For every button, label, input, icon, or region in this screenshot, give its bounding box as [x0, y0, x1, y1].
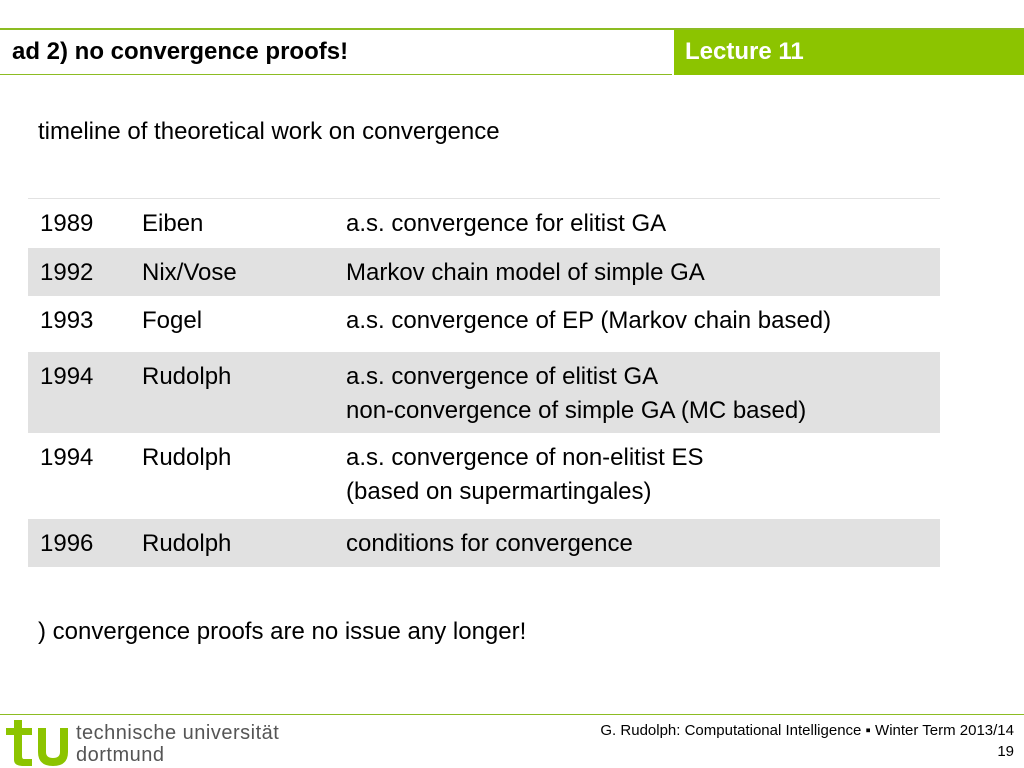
author-cell: Rudolph	[142, 530, 232, 557]
result-cell-line1: a.s. convergence of elitist GA	[346, 363, 659, 390]
conclusion-text: ) convergence proofs are no issue any longer!	[38, 618, 527, 645]
author-cell: Rudolph	[142, 444, 232, 471]
table-row	[28, 296, 940, 352]
footer-credit: G. Rudolph: Computational Intelligence ▪ Winter Term 2013/14	[600, 722, 1014, 739]
lecture-badge	[674, 30, 1024, 75]
author-cell: Nix/Vose	[142, 259, 237, 286]
author-cell: Fogel	[142, 307, 203, 334]
year-cell: 1994	[40, 444, 94, 471]
tu-logo-mark-icon	[4, 718, 70, 766]
footer-rule	[0, 714, 1024, 715]
table-row	[28, 199, 940, 248]
timeline-table	[28, 198, 940, 567]
slide-title: ad 2) no convergence proofs!	[12, 38, 349, 65]
page-number: 19	[997, 743, 1014, 760]
result-cell-line2: (based on supermartingales)	[346, 478, 652, 505]
year-cell: 1996	[40, 530, 94, 557]
table-row	[28, 519, 940, 567]
result-cell: conditions for convergence	[346, 530, 633, 557]
result-cell: a.s. convergence of EP (Markov chain based)	[346, 307, 832, 334]
lecture-label: Lecture 11	[685, 38, 804, 65]
year-cell: 1992	[40, 259, 94, 286]
logo-line2: dortmund	[76, 744, 165, 766]
year-cell: 1993	[40, 307, 94, 334]
section-subtitle: timeline of theoretical work on convergence	[38, 118, 500, 145]
tu-dortmund-logo	[2, 716, 302, 768]
table-row	[28, 433, 940, 519]
table-row	[28, 352, 940, 433]
result-cell-line1: a.s. convergence of non-elitist ES	[346, 444, 704, 471]
table-row	[28, 248, 940, 296]
logo-line1: technische universität	[76, 722, 280, 744]
year-cell: 1994	[40, 363, 94, 390]
author-cell: Rudolph	[142, 363, 232, 390]
logo-wordmark	[76, 722, 279, 766]
year-cell: 1989	[40, 210, 94, 237]
author-cell: Eiben	[142, 210, 204, 237]
title-underline	[0, 74, 672, 75]
result-cell: Markov chain model of simple GA	[346, 259, 705, 286]
result-cell: a.s. convergence for elitist GA	[346, 210, 667, 237]
result-cell-line2: non-convergence of simple GA (MC based)	[346, 397, 807, 424]
